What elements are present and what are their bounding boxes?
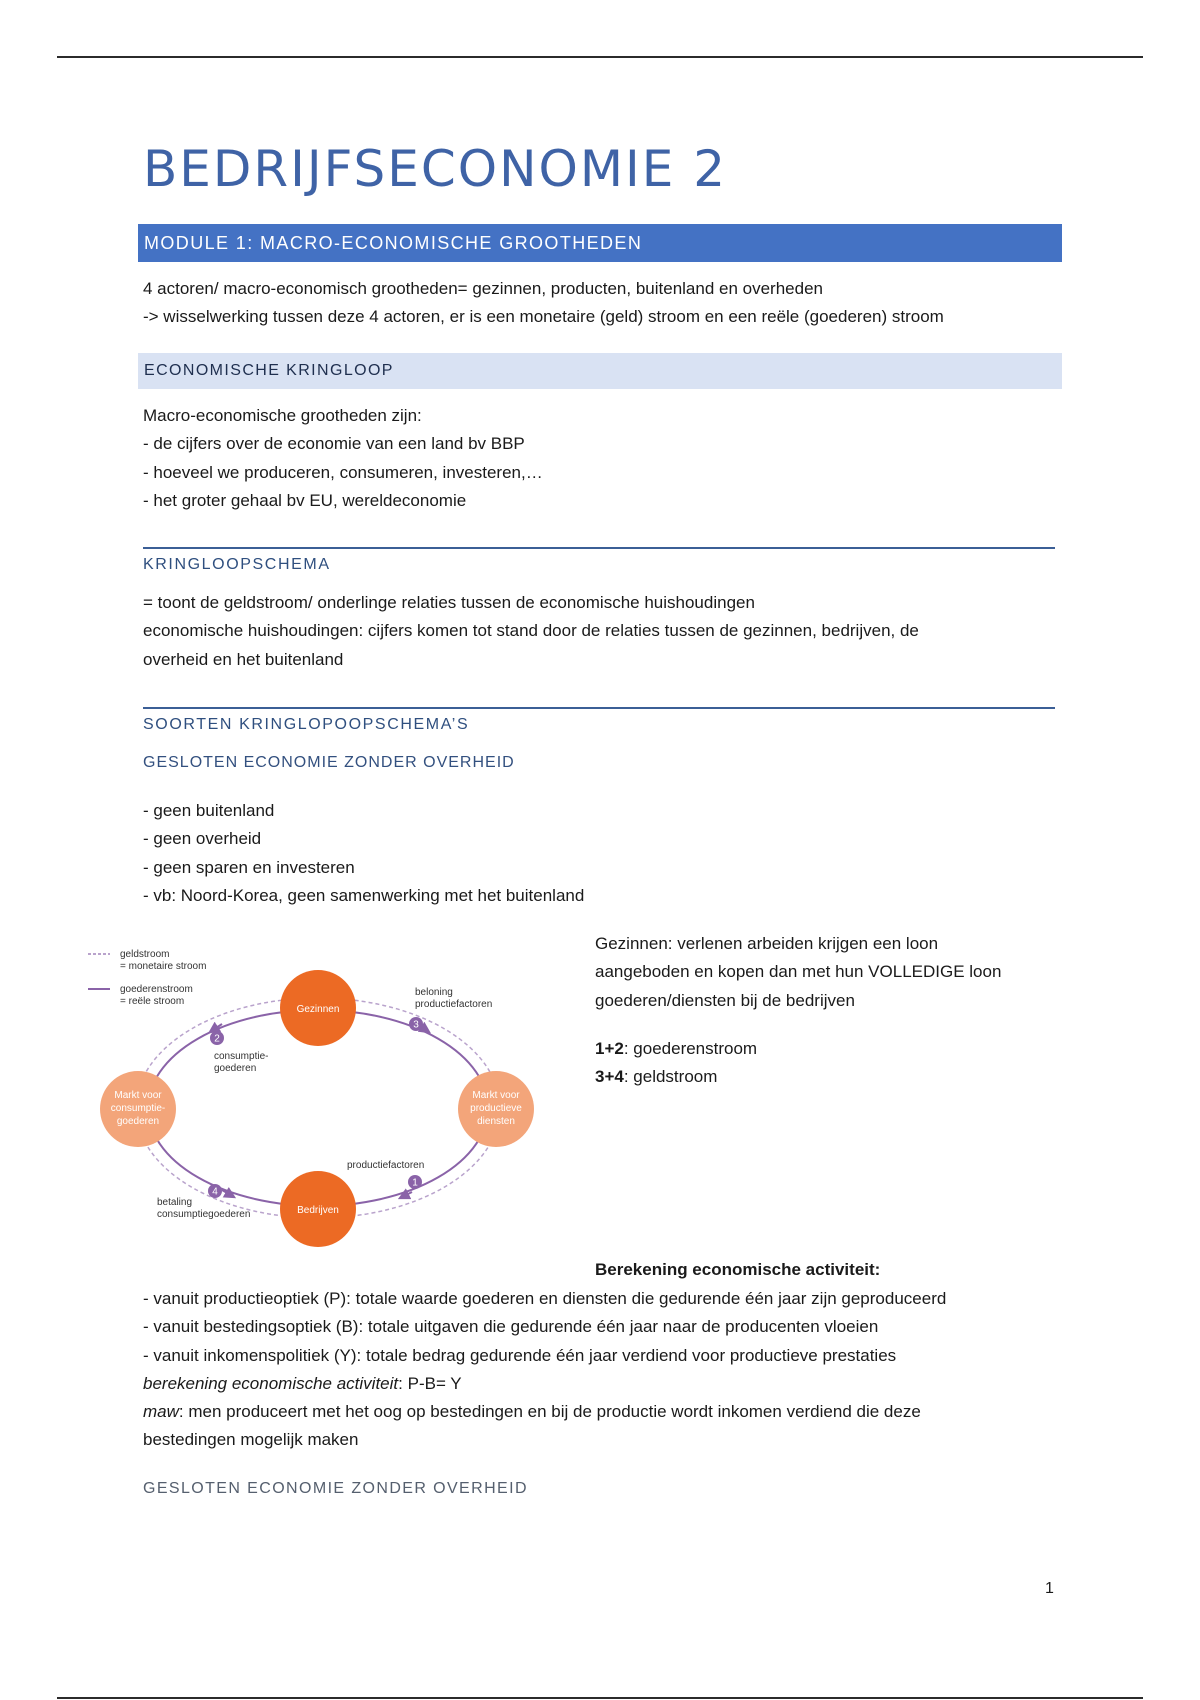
formula-label: berekening economische activiteit <box>143 1373 399 1393</box>
kringloop-diagram <box>82 932 562 1257</box>
macro-line: - hoeveel we produceren, consumeren, investeren,… <box>143 462 543 482</box>
maw-line-2: bestedingen mogelijk maken <box>143 1430 359 1450</box>
intro-line: 4 actoren/ macro-economisch grootheden= gezinnen, producten, buitenland en overheden <box>143 279 823 298</box>
legend-goed-label-2: = reële stroom <box>120 996 185 1007</box>
node-gezinnen-label: Gezinnen <box>296 1004 340 1015</box>
formula-text: : P-B= Y <box>398 1373 462 1393</box>
label-betaling-2: consumptiegoederen <box>157 1209 251 1220</box>
maw-line <box>143 1398 946 1426</box>
berekening-paragraph <box>143 1285 946 1455</box>
label-beloning-1: beloning <box>415 987 453 998</box>
badge-1-label: 1 <box>412 1177 418 1189</box>
flow-1-text: : goederenstroom <box>623 1039 758 1058</box>
label-consumptie-1: consumptie- <box>214 1051 269 1062</box>
label-consumptie-2: goederen <box>214 1063 257 1074</box>
flow-1-label: 1+2 <box>595 1039 624 1058</box>
explanation-line: Gezinnen: verlenen arbeiden krijgen een loon <box>595 934 939 953</box>
legend-geld-label-2: = monetaire stroom <box>120 961 207 972</box>
node-left-label-1: Markt voor <box>114 1090 162 1101</box>
flow-legend <box>595 1035 757 1092</box>
berekening-heading <box>595 1256 880 1284</box>
soorten-heading: SOORTEN KRINGLOPOOPSCHEMA’S <box>143 716 470 733</box>
berekening-line: - vanuit inkomenspolitiek (Y): totale bedrag gedurende één jaar verdiend voor productieve prestaties <box>143 1345 897 1365</box>
node-right-label-3: diensten <box>477 1116 515 1127</box>
gesloten-heading: GESLOTEN ECONOMIE ZONDER OVERHEID <box>143 754 515 771</box>
gesloten-paragraph <box>143 797 584 910</box>
explanation-line: goederen/diensten bij de bedrijven <box>595 990 855 1010</box>
macro-paragraph <box>143 402 543 515</box>
node-left-label-2: consumptie- <box>110 1103 166 1114</box>
formula-line <box>143 1370 946 1398</box>
module-heading-bar <box>138 224 1062 262</box>
flow-legend-line-1 <box>595 1035 757 1063</box>
kringloop-line: economische huishoudingen: cijfers komen tot stand door de relaties tussen de gezinnen, bedrijven, de <box>143 621 919 641</box>
section-heading: ECONOMISCHE KRINGLOOP <box>144 362 394 379</box>
macro-line: - de cijfers over de economie van een land bv BBP <box>143 434 525 454</box>
berekening-heading-text: Berekening economische activiteit: <box>595 1260 881 1279</box>
gesloten-line: - geen buitenland <box>143 801 275 820</box>
intro-paragraph <box>143 275 944 332</box>
gesloten-line: - geen overheid <box>143 829 262 849</box>
berekening-line: - vanuit bestedingsoptiek (B): totale uitgaven die gedurende één jaar naar de producenten vloeien <box>143 1317 879 1337</box>
diagram-explanation <box>595 930 1001 1015</box>
label-betaling-1: betaling <box>157 1197 193 1208</box>
kringloop-line: overheid en het buitenland <box>143 649 344 669</box>
macro-line: Macro-economische grootheden zijn: <box>143 406 422 425</box>
node-bedrijven-label: Bedrijven <box>297 1205 339 1216</box>
legend-goed-label-1: goederenstroom <box>120 984 193 995</box>
page-number: 1 <box>1045 1580 1054 1597</box>
maw-label: maw <box>143 1402 179 1422</box>
macro-line: - het groter gehaal bv EU, wereldeconomie <box>143 490 467 510</box>
gesloten-line: - vb: Noord-Korea, geen samenwerking met het buitenland <box>143 885 585 905</box>
label-beloning-2: productiefactoren <box>415 999 493 1010</box>
flow-legend-line-2 <box>595 1063 757 1091</box>
page-top-rule <box>57 56 1143 58</box>
node-right-label-1: Markt voor <box>472 1090 520 1101</box>
kringloop-paragraph <box>143 589 919 674</box>
gesloten-heading-2: GESLOTEN ECONOMIE ZONDER OVERHEID <box>143 1480 528 1497</box>
badge-3-label: 3 <box>413 1019 419 1031</box>
berekening-line: - vanuit productieoptiek (P): totale waarde goederen en diensten die gedurende één jaar zijn geproduceerd <box>143 1289 947 1308</box>
badge-2-label: 2 <box>214 1033 220 1045</box>
explanation-line: aangeboden en kopen dan met hun VOLLEDIGE loon <box>595 962 1002 982</box>
soorten-rule <box>143 707 1055 709</box>
intro-line: -> wisselwerking tussen deze 4 actoren, er is een monetaire (geld) stroom en een reële (goederen) stroom <box>143 307 944 327</box>
section-heading-bar <box>138 353 1062 389</box>
node-left-label-3: goederen <box>116 1116 160 1127</box>
legend-geld-label-1: geldstroom <box>120 949 170 960</box>
kringloop-rule <box>143 547 1055 549</box>
flow-2-label: 3+4 <box>595 1067 624 1087</box>
node-right-label-2: productieve <box>470 1103 522 1114</box>
kringloop-line: = toont de geldstroom/ onderlinge relaties tussen de economische huishoudingen <box>143 593 755 612</box>
maw-text: : men produceert met het oog op bestedingen en bij de productie wordt inkomen verdiend die deze <box>178 1402 921 1422</box>
page-bottom-rule <box>57 1697 1143 1699</box>
badge-4-label: 4 <box>212 1186 218 1198</box>
label-productiefactoren: productiefactoren <box>347 1160 425 1171</box>
module-heading: MODULE 1: MACRO-ECONOMISCHE GROOTHEDEN <box>144 233 643 253</box>
gesloten-line: - geen sparen en investeren <box>143 857 355 877</box>
kringloop-heading: KRINGLOOPSCHEMA <box>143 556 331 573</box>
flow-2-text: : geldstroom <box>623 1067 718 1087</box>
document-title: BEDRIJFSECONOMIE 2 <box>143 140 728 198</box>
